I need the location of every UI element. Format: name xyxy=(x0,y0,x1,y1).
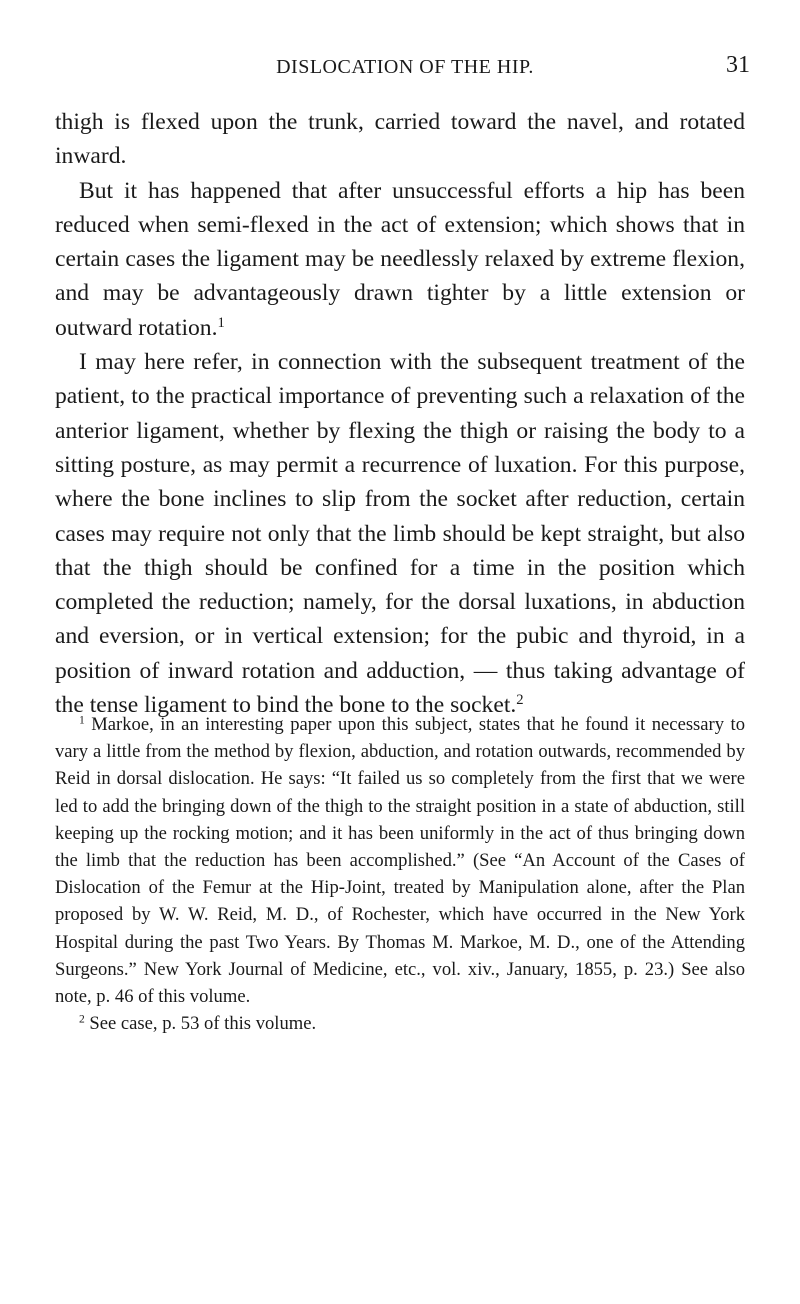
paragraph xyxy=(55,174,745,345)
footnote-mark: 1 xyxy=(79,714,85,727)
footnote-ref: 1 xyxy=(217,314,225,331)
footnotes xyxy=(55,711,745,1037)
footnote xyxy=(55,1010,745,1037)
footnote-text: Markoe, in an interesting paper upon this subject, states that he found it necessary to vary a little from the method by flexion, abduction, and rotation outwards, recommended by Reid in dorsal dislocation. He says: “It failed us so completely from the first that we were led to add the bringing down of the thigh to the straight position in a state of abduction, still keeping up the rocking motion; and it has been uniformly in the act of thus bringing down the limb that the reduction has been accomplished.” (See “An Account of the Cases of Dislocation of the Femur at the Hip-Joint, treated by Manipulation alone, after the Plan proposed by W. W. Reid, M. D., of Rochester, which have occurred in the New York Hospital during the past Two Years. By Thomas M. Markoe, M. D., one of the Attending Surgeons.” New York Journal of Medicine, etc., vol. xiv., January, 1855, p. 23.) See also note, p. 46 of this volume. xyxy=(55,714,745,1008)
footnote-ref: 2 xyxy=(516,692,524,708)
footnote-text: See case, p. 53 of this volume. xyxy=(89,1013,317,1035)
paragraph-text: But it has happened that after unsuccessful efforts a hip has been reduced when semi-flexed in the act of extension; which shows that in certain cases the ligament may be needlessly relaxed by extreme flexion, and may be advantageously drawn tighter by a little extension or outward rotation. xyxy=(55,177,745,341)
footnote-mark: 2 xyxy=(79,1013,85,1026)
paragraph-text: I may here refer, in connection with the subsequent treatment of the patient, to the practical importance of preventing such a relaxation of the anterior ligament, whether by flexing the thigh or raising the body to a sitting posture, as may permit a recurrence of luxation. For this purpose, where the bone inclines to slip from the socket after reduction, certain cases may require not only that the limb should be kept straight, but also that the thigh should be confined for a time in the position which completed the reduction; namely, for the dorsal luxations, in abduction and eversion, or in vertical extension; for the pubic and thyroid, in a position of inward rotation and adduction, — thus taking advantage of the tense ligament to bind the bone to the socket. xyxy=(55,349,745,719)
footnote xyxy=(55,711,745,1010)
running-title: DISLOCATION OF THE HIP. xyxy=(276,56,534,78)
page-number: 31 xyxy=(726,52,750,78)
paragraph xyxy=(55,105,745,174)
paragraph xyxy=(55,345,745,722)
main-text xyxy=(55,105,745,722)
running-head xyxy=(60,52,750,86)
paragraph-text: thigh is flexed upon the trunk, carried toward the navel, and rotated inward. xyxy=(55,109,745,170)
